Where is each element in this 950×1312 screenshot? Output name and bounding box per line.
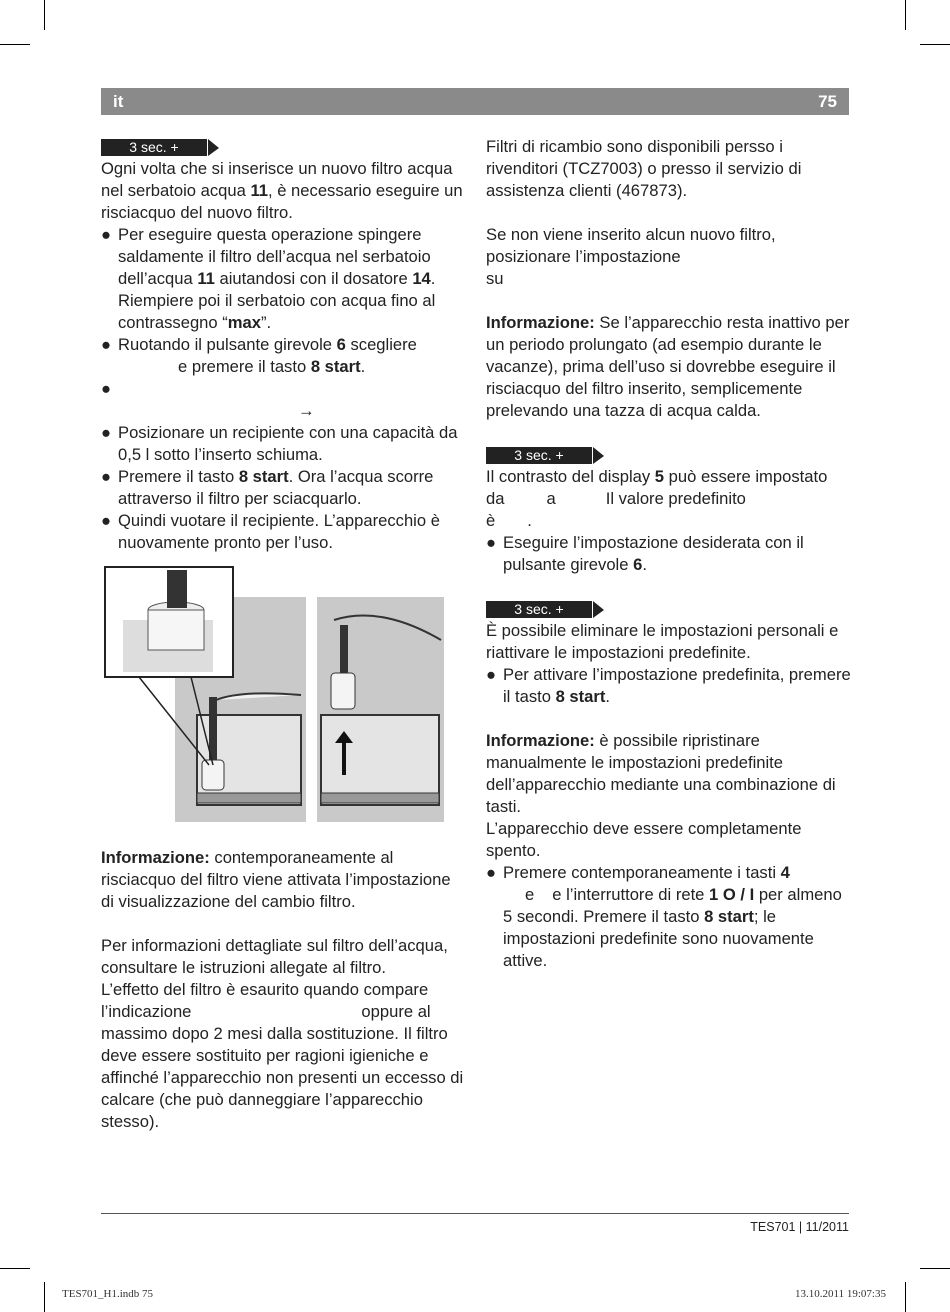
slug-date: 13.10.2011 19:07:35 [795,1288,886,1300]
hold-3sec-tag: 3 sec. + [486,447,592,464]
instruction-list [101,224,466,554]
crop-mark [905,1282,906,1312]
crop-mark [44,0,45,30]
crop-mark [0,1268,30,1269]
list-item: ● Posizionare un recipiente con una capacità da 0,5 l sotto l’inserto schiuma. [101,423,458,464]
filter-insertion-illustration [101,565,446,827]
crop-mark [920,1268,950,1269]
header-bar [101,88,849,115]
list-item: ● Quindi vuotare il recipiente. L’apparecchio è nuovamente pronto per l’uso. [101,511,440,552]
info-paragraph: Informazione: Se l’apparecchio resta inattivo per un periodo prolungato (ad esempio durante le vacanze), prima dell’uso si dovrebbe eseguire il risciacquo del filtro inserito, semplicemente prelevando una tazza di acqua calda. [486,313,850,420]
paragraph: L’effetto del filtro è esaurito quando compare l’indicazione oppure al massimo dopo 2 mesi dalla sostituzione. Il filtro deve essere sostituito per ragioni igieniche e affinché l’apparecchio non presenti un eccesso di calcare (che può danneggiare l’apparecchio stesso). [101,980,464,1131]
list-item: ● Premere contemporaneamente i tasti 4 e e l’interruttore di rete 1 O / I per almeno 5 secondi. Premere il tasto 8 start; le impostazioni predefinite sono nuovamente attive. [486,863,842,970]
arrow-icon: → [298,401,315,420]
hold-3sec-tag: 3 sec. + [101,139,207,156]
instruction-list [486,664,851,708]
info-paragraph: Informazione: è possibile ripristinare manualmente le impostazioni predefinite dell’apparecchio mediante una combinazione di tasti. [486,731,836,816]
paragraph: Ogni volta che si inserisce un nuovo filtro acqua nel serbatoio acqua 11, è necessario eseguire un risciacquo del nuovo filtro. [101,159,463,222]
crop-mark [905,0,906,30]
list-item: ● Ruotando il pulsante girevole 6 scegliere e premere il tasto 8 start. [101,335,417,376]
instruction-list [486,862,851,972]
footer-rule [101,1213,849,1214]
list-item: ● Per eseguire questa operazione spingere saldamente il filtro dell’acqua nel serbatoio dell’acqua 11 aiutandosi con il dosatore 14. Riempiere poi il serbatoio con acqua fino al contrassegno “max”. [101,225,436,332]
list-item: ● → [101,379,315,420]
paragraph: È possibile eliminare le impostazioni personali e riattivare le impostazioni predefinite. [486,621,839,662]
list-item: ● Per attivare l’impostazione predefinita, premere il tasto 8 start. [486,665,851,706]
page-number: 75 [818,92,837,111]
paragraph: Il contrasto del display 5 può essere impostato da a Il valore predefinito è . [486,467,828,530]
crop-mark [920,44,950,45]
slug-filename: TES701_H1.indb 75 [62,1288,154,1300]
info-paragraph: Informazione: contemporaneamente al risciacquo del filtro viene attivata l’impostazione di visualizzazione del cambio filtro. [101,848,451,911]
paragraph: Filtri di ricambio sono disponibili persso i rivenditori (TCZ7003) o presso il servizio di assistenza clienti (467873). [486,137,802,200]
footer-model: TES701 | 11/2011 [750,1220,849,1234]
paragraph: L’apparecchio deve essere completamente spento. [486,819,802,860]
left-column-lower [101,847,466,1133]
paragraph: Per informazioni dettagliate sul filtro dell’acqua, consultare le istruzioni allegate al filtro. [101,936,448,977]
left-column [101,136,466,554]
crop-mark [0,44,30,45]
crop-mark [44,1282,45,1312]
paragraph: Se non viene inserito alcun nuovo filtro, posizionare l’impostazione su [486,225,776,288]
instruction-list [486,532,851,576]
list-item: ● Premere il tasto 8 start. Ora l’acqua scorre attraverso il filtro per sciacquarlo. [101,467,434,508]
list-item: ● Eseguire l’impostazione desiderata con il pulsante girevole 6. [486,533,804,574]
hold-3sec-tag: 3 sec. + [486,601,592,618]
right-column [486,136,851,972]
language-code: it [113,92,124,111]
